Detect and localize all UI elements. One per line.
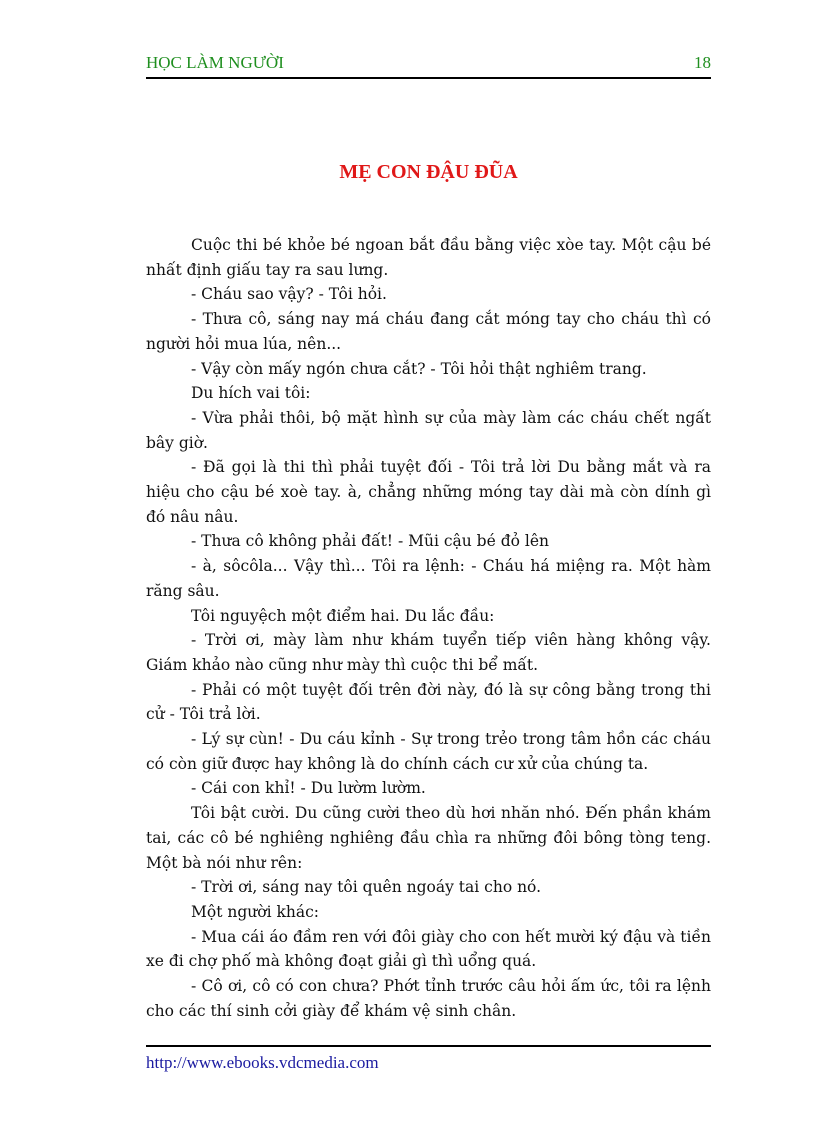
chapter-title: MẸ CON ĐẬU ĐŨA xyxy=(339,161,518,183)
website-link[interactable]: http://www.ebooks.vdcmedia.com xyxy=(146,1053,379,1072)
paragraph: Một người khác: xyxy=(191,902,319,921)
paragraph: Cuộc thi bé khỏe bé ngoan bắt đầu bằng việc xòe tay. Một cậu bé nhất định giấu tay ra sau lưng. xyxy=(146,236,711,279)
paragraph: Tôi nguyệch một điểm hai. Du lắc đầu: xyxy=(191,606,495,625)
paragraph: - Trời ơi, sáng nay tôi quên ngoáy tai cho nó. xyxy=(191,878,542,897)
paragraph: - Cái con khỉ! - Du lườm lườm. xyxy=(191,779,426,798)
page-number: 18 xyxy=(694,53,711,72)
paragraph: - Thưa cô, sáng nay má cháu đang cắt móng tay cho cháu thì có người hỏi mua lúa, nên... xyxy=(146,310,711,353)
page-header xyxy=(146,53,711,79)
paragraph: - Cháu sao vậy? - Tôi hỏi. xyxy=(191,285,387,304)
paragraph: - Phải có một tuyệt đối trên đời này, đó là sự công bằng trong thi cử - Tôi trả lời. xyxy=(146,680,711,724)
paragraph: - Vậy còn mấy ngón chưa cắt? - Tôi hỏi thật nghiêm trang. xyxy=(191,359,647,378)
paragraph: - Thưa cô không phải đất! - Mũi cậu bé đỏ lên xyxy=(191,532,549,551)
paragraph: Du hích vai tôi: xyxy=(191,384,311,403)
book-title: HỌC LÀM NGƯỜI xyxy=(146,53,284,72)
paragraph: - à, sôcôla... Vậy thì... Tôi ra lệnh: - Cháu há miệng ra. Một hàm răng sâu. xyxy=(146,557,711,600)
paragraph: - Trời ơi, mày làm như khám tuyển tiếp viên hàng không vậy. Giám khảo nào cũng như mày thì cuộc thi bể mất. xyxy=(146,631,711,674)
page-footer xyxy=(146,1045,711,1073)
paragraph: - Đã gọi là thi thì phải tuyệt đối - Tôi trả lời Du bằng mắt và ra hiệu cho cậu bé xoè tay. à, chẳng những móng tay dài mà còn dính gì đó nâu nâu. xyxy=(146,458,711,526)
paragraph: - Mua cái áo đầm ren với đôi giày cho con hết mười ký đậu và tiền xe đi chợ phố mà không đoạt giải gì thì uổng quá. xyxy=(146,927,711,971)
paragraph: Tôi bật cười. Du cũng cười theo dù hơi nhăn nhó. Đến phần khám tai, các cô bé nghiêng nghiêng đầu chìa ra những đôi bông tòng teng. Một bà nói như rên: xyxy=(146,804,711,872)
paragraph: - Cô ơi, cô có con chưa? Phớt tỉnh trước câu hỏi ấm ức, tôi ra lệnh cho các thí sinh cởi giày để khám vệ sinh chân. xyxy=(146,977,711,1020)
paragraph: - Lý sự cùn! - Du cáu kỉnh - Sự trong trẻo trong tâm hồn các cháu có còn giữ được hay không là do chính cách cư xử của chúng ta. xyxy=(146,730,711,773)
body-text xyxy=(146,233,711,1024)
paragraph: - Vừa phải thôi, bộ mặt hình sự của mày làm các cháu chết ngất bây giờ. xyxy=(146,408,711,452)
